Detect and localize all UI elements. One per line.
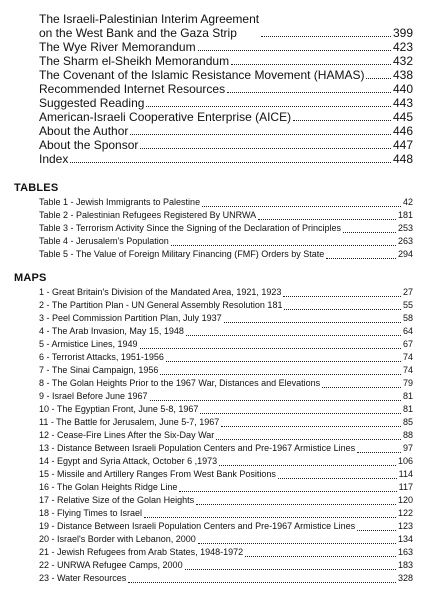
leader-dots [128, 582, 396, 583]
leader-dots [140, 148, 391, 149]
toc-entry[interactable] [39, 138, 413, 152]
entry-title: 7 - The Sinai Campaign, 1956 [39, 365, 159, 375]
leader-dots [245, 556, 396, 557]
page-number: 122 [397, 508, 413, 518]
leader-dots [258, 219, 396, 220]
page-number: 67 [402, 339, 413, 349]
toc-entry[interactable] [39, 377, 413, 390]
leader-dots [140, 348, 401, 349]
entry-title: Table 1 - Jewish Immigrants to Palestine [39, 197, 201, 207]
page-number: 81 [402, 404, 413, 414]
page-number: 88 [402, 430, 413, 440]
leader-dots [366, 78, 391, 79]
entry-title-line: on the West Bank and the Gaza Strip [39, 26, 237, 40]
page-number: 253 [397, 223, 413, 233]
toc-entry[interactable] [39, 222, 413, 235]
leader-dots [261, 36, 391, 37]
leader-dots [186, 335, 401, 336]
toc-entry[interactable] [39, 54, 413, 68]
entry-title: 8 - The Golan Heights Prior to the 1967 War, Distances and Elevations [39, 378, 321, 388]
page-number: 85 [402, 417, 413, 427]
page-number: 58 [402, 313, 413, 323]
entry-title: 13 - Distance Between Israeli Population Centers and Pre-1967 Armistice Lines [39, 443, 356, 453]
leader-dots [150, 400, 401, 401]
entry-title: 19 - Distance Between Israeli Population Centers and Pre-1967 Armistice Lines [39, 521, 356, 531]
page-number: 183 [397, 560, 413, 570]
leader-dots [283, 296, 401, 297]
page-number: 263 [397, 236, 413, 246]
leader-dots [221, 426, 401, 427]
leader-dots [144, 517, 396, 518]
entry-title: 16 - The Golan Heights Ridge Line [39, 482, 178, 492]
page-number: 163 [397, 547, 413, 557]
page-number: 114 [398, 469, 413, 479]
leader-dots [343, 232, 396, 233]
toc-entry[interactable] [39, 152, 413, 166]
entry-title-line: Index [39, 152, 69, 166]
entry-title [39, 96, 144, 110]
toc-entry[interactable] [39, 559, 413, 572]
page-number: 123 [397, 521, 413, 531]
entry-title-line: The Wye River Memorandum [39, 40, 196, 54]
entry-title: 20 - Israel's Border with Lebanon, 2000 [39, 534, 196, 544]
entry-title: Table 2 - Palestinian Refugees Registered By UNRWA [39, 210, 257, 220]
leader-dots [171, 245, 396, 246]
entry-title: Table 3 - Terrorism Activity Since the Signing of the Declaration of Principles [39, 223, 341, 233]
leader-dots [185, 569, 396, 570]
entry-title: 17 - Relative Size of the Golan Heights [39, 495, 195, 505]
maps-list [39, 286, 413, 585]
leader-dots [227, 92, 391, 93]
toc-entry[interactable] [39, 455, 413, 468]
toc-entry[interactable] [39, 572, 413, 585]
entry-title: 12 - Cease-Fire Lines After the Six-Day War [39, 430, 215, 440]
entry-title: 6 - Terrorist Attacks, 1951-1956 [39, 352, 164, 362]
toc-entry[interactable] [39, 40, 413, 54]
entry-title [39, 152, 68, 166]
page-number: 446 [392, 124, 413, 138]
entry-title-line: Suggested Reading [39, 96, 145, 110]
page-number: 328 [397, 573, 413, 583]
leader-dots [293, 120, 391, 121]
toc-entry[interactable] [39, 416, 413, 429]
entry-title: 2 - The Partition Plan - UN General Assembly Resolution 181 [39, 300, 283, 310]
entry-title-line: The Israeli-Palestinian Interim Agreement [39, 12, 260, 26]
entry-title-line: About the Author [39, 124, 129, 138]
entry-title: 23 - Water Resources [39, 573, 127, 583]
entry-title: 11 - The Battle for Jerusalem, June 5-7, 1967 [39, 417, 220, 427]
entry-title: 5 - Armistice Lines, 1949 [39, 339, 138, 349]
leader-dots [196, 504, 396, 505]
toc-entry[interactable] [39, 68, 413, 82]
entry-title [39, 12, 259, 40]
leader-dots [166, 361, 401, 362]
page-number: 120 [397, 495, 413, 505]
entry-title [39, 110, 291, 124]
toc-entry[interactable] [39, 12, 413, 40]
toc-entry[interactable] [39, 248, 413, 261]
entry-title-line: Recommended Internet Resources [39, 82, 226, 96]
page-number: 443 [392, 96, 413, 110]
page-number: 445 [392, 110, 413, 124]
entry-title: 18 - Flying Times to Israel [39, 508, 143, 518]
page-number: 55 [402, 300, 413, 310]
toc-entry[interactable] [39, 403, 413, 416]
toc-entry[interactable] [39, 507, 413, 520]
entry-title: 15 - Missile and Artillery Ranges From West Bank Positions [39, 469, 276, 479]
page-number: 399 [392, 26, 413, 40]
toc-entry[interactable] [39, 124, 413, 138]
toc-entry[interactable] [39, 196, 413, 209]
page-number: 448 [392, 152, 413, 166]
entry-title: 4 - The Arab Invasion, May 15, 1948 [39, 326, 184, 336]
page-number: 74 [402, 365, 413, 375]
entry-title: 14 - Egypt and Syria Attack, October 6 ,1973 [39, 456, 218, 466]
toc-entry[interactable] [39, 96, 413, 110]
leader-dots [130, 134, 391, 135]
entry-title [39, 138, 138, 152]
entry-title-line: About the Sponsor [39, 138, 139, 152]
leader-dots [322, 387, 401, 388]
toc-entry[interactable] [39, 390, 413, 403]
toc-entry[interactable] [39, 468, 413, 481]
maps-heading: MAPS [14, 272, 47, 284]
tables-list [39, 196, 413, 261]
page-number: 64 [402, 326, 413, 336]
toc-entry[interactable] [39, 481, 413, 494]
toc-entry[interactable] [39, 312, 413, 325]
leader-dots [326, 258, 396, 259]
entry-title: 10 - The Egyptian Front, June 5-8, 1967 [39, 404, 199, 414]
toc-entry[interactable] [39, 299, 413, 312]
toc-entry[interactable] [39, 364, 413, 377]
page-number: 106 [397, 456, 413, 466]
page-number: 74 [402, 352, 413, 362]
toc-entry[interactable] [39, 209, 413, 222]
toc-entry[interactable] [39, 494, 413, 507]
toc-entry[interactable] [39, 429, 413, 442]
entry-title-line: American-Israeli Cooperative Enterprise (AICE) [39, 110, 292, 124]
entry-title: 3 - Peel Commission Partition Plan, July 1937 [39, 313, 222, 323]
leader-dots [231, 64, 391, 65]
page-number: 27 [402, 287, 413, 297]
leader-dots [200, 413, 401, 414]
leader-dots [202, 206, 401, 207]
page-number: 79 [402, 378, 413, 388]
entry-title: 1 - Great Britain's Division of the Mandated Area, 1921, 1923 [39, 287, 282, 297]
page-number: 134 [397, 534, 413, 544]
leader-dots [160, 374, 401, 375]
leader-dots [198, 50, 391, 51]
entry-title: Table 5 - The Value of Foreign Military Financing (FMF) Orders by State [39, 249, 325, 259]
toc-entry[interactable] [39, 546, 413, 559]
entry-title [39, 40, 196, 54]
toc-entry[interactable] [39, 286, 413, 299]
toc-entry[interactable] [39, 442, 413, 455]
leader-dots [357, 530, 396, 531]
entry-title [39, 124, 128, 138]
entry-title-line: The Covenant of the Islamic Resistance Movement (HAMAS) [39, 68, 365, 82]
toc-entry[interactable] [39, 82, 413, 96]
leader-dots [179, 491, 396, 492]
leader-dots [224, 322, 401, 323]
page-number: 81 [402, 391, 413, 401]
toc-entry[interactable] [39, 533, 413, 546]
page-number: 440 [392, 82, 413, 96]
page-number: 438 [392, 68, 413, 82]
page-number: 117 [398, 482, 413, 492]
main-toc-list [39, 12, 413, 166]
entry-title-line: The Sharm el-Sheikh Memorandum [39, 54, 230, 68]
page-number: 97 [402, 443, 413, 453]
page-number: 423 [392, 40, 413, 54]
entry-title [39, 54, 229, 68]
leader-dots [278, 478, 397, 479]
page-number: 447 [392, 138, 413, 152]
toc-entry[interactable] [39, 338, 413, 351]
page-number: 432 [392, 54, 413, 68]
leader-dots [146, 106, 391, 107]
page-number: 42 [402, 197, 413, 207]
leader-dots [284, 309, 401, 310]
toc-entry[interactable] [39, 325, 413, 338]
toc-entry[interactable] [39, 235, 413, 248]
entry-title [39, 82, 225, 96]
leader-dots [216, 439, 401, 440]
entry-title: 21 - Jewish Refugees from Arab States, 1948-1972 [39, 547, 244, 557]
entry-title: 22 - UNRWA Refugee Camps, 2000 [39, 560, 183, 570]
leader-dots [219, 465, 396, 466]
entry-title: 9 - Israel Before June 1967 [39, 391, 148, 401]
page-number: 294 [397, 249, 413, 259]
toc-entry[interactable] [39, 351, 413, 364]
tables-heading: TABLES [14, 182, 59, 194]
leader-dots [70, 162, 391, 163]
toc-entry[interactable] [39, 520, 413, 533]
entry-title: Table 4 - Jerusalem's Population [39, 236, 169, 246]
leader-dots [357, 452, 401, 453]
toc-entry[interactable] [39, 110, 413, 124]
leader-dots [198, 543, 396, 544]
page-number: 181 [397, 210, 413, 220]
entry-title [39, 68, 364, 82]
